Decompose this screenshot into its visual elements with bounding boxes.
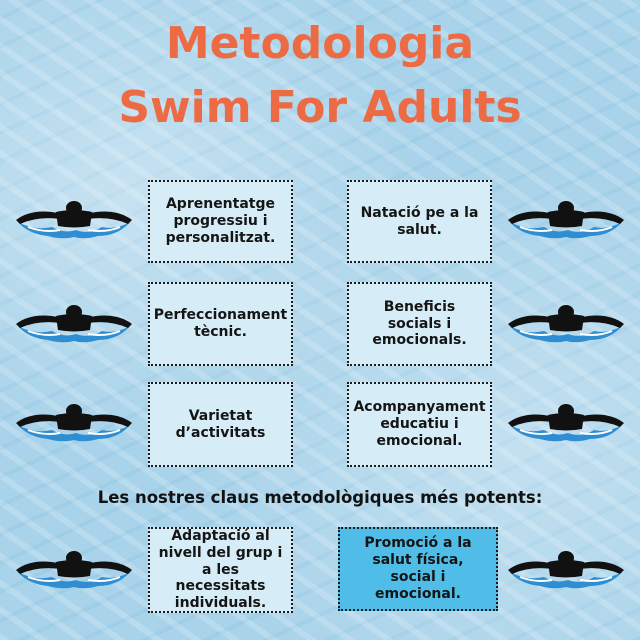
swimmer-icon xyxy=(14,403,134,443)
card-swimming-health: Natació pe a la salut. xyxy=(347,180,492,263)
key-card-adaptation: Adaptació al nivell del grup i a les necessitats individuals. xyxy=(148,527,293,613)
swimmer-icon xyxy=(14,550,134,590)
card-progressive-learning: Aprenentatge progressiu i personalitzat. xyxy=(148,180,293,263)
swimmer-icon xyxy=(14,304,134,344)
card-technical-improvement: Perfeccionament tècnic. xyxy=(148,282,293,366)
swimmer-icon xyxy=(14,200,134,240)
title-line-2: Swim For Adults xyxy=(118,82,522,133)
title-line-1: Metodologia xyxy=(165,18,475,69)
card-activity-variety: Varietat d’activitats xyxy=(148,382,293,467)
card-educational-support: Acompanyament educatiu i emocional. xyxy=(347,382,492,467)
swimmer-icon xyxy=(506,304,626,344)
card-social-emotional-benefits: Beneficis socials i emocionals. xyxy=(347,282,492,366)
swimmer-icon xyxy=(506,403,626,443)
swimmer-icon xyxy=(506,550,626,590)
swimmer-icon xyxy=(506,200,626,240)
key-card-health-promotion: Promoció a la salut física, social i emocional. xyxy=(338,527,498,611)
subtitle: Les nostres claus metodològiques més potents: xyxy=(97,488,543,507)
